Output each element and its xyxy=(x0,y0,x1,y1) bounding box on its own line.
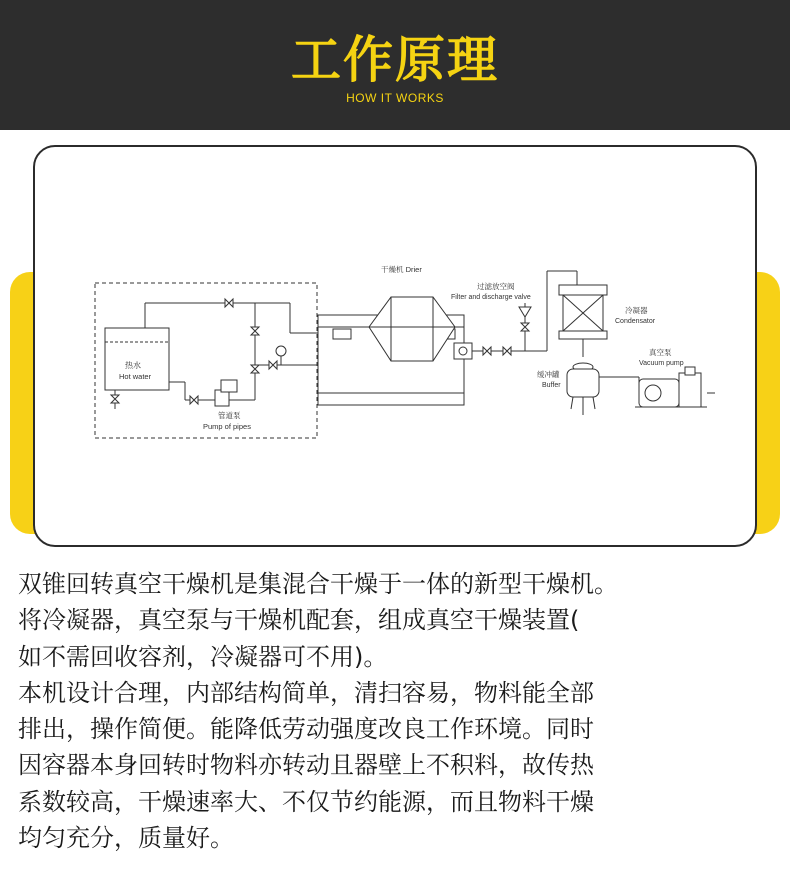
pump-label-en: Pump of pipes xyxy=(203,422,251,431)
condenser-label-en: Condensator xyxy=(615,318,656,325)
description-line: 双锥回转真空干燥机是集混合干燥于一体的新型干燥机。 xyxy=(18,570,618,598)
description-line: 因容器本身回转时物料亦转动且器壁上不积料，故传热 xyxy=(18,751,594,780)
check-valve-icon xyxy=(483,347,491,355)
description-line: 系数较高，干燥速率大、不仅节约能源，而且物料干燥 xyxy=(18,787,594,816)
description-text xyxy=(18,566,788,856)
filter-valve-icon xyxy=(519,307,531,317)
double-cone-drier xyxy=(318,297,472,405)
vacuum-label-cn: 真空泵 xyxy=(649,348,672,357)
drain-valve-icon xyxy=(111,395,119,403)
pipe-pump xyxy=(215,380,237,406)
pressure-gauge-icon xyxy=(276,346,286,356)
pump-valve-icon xyxy=(190,396,198,404)
pump-label-cn: 管道泵 xyxy=(218,411,241,420)
vacuum-pump xyxy=(635,367,715,407)
description-line: 本机设计合理，内部结构简单，清扫容易，物料能全部 xyxy=(18,678,594,707)
vacuum-label-en: Vacuum pump xyxy=(639,360,684,367)
condenser xyxy=(559,285,607,357)
description-line: 将冷凝器，真空泵与干燥机配套，组成真空干燥装置( xyxy=(18,606,580,635)
buffer-label-en: Buffer xyxy=(542,382,561,389)
process-diagram xyxy=(35,147,755,545)
condenser-label-cn: 冷凝器 xyxy=(625,306,648,315)
drier-label: 干燥机 Drier xyxy=(381,265,422,274)
header-banner xyxy=(0,0,790,130)
description-line: 均匀充分，质量好。 xyxy=(18,824,234,853)
page-title: 工作原理 xyxy=(291,31,499,89)
hot-water-label-en: Hot water xyxy=(119,372,152,381)
filter-label-cn: 过滤放空阀 xyxy=(477,282,515,291)
bypass-valve-icon xyxy=(251,327,259,335)
top-valve-icon xyxy=(225,299,233,307)
hot-water-label-cn: 热水 xyxy=(125,361,141,370)
hot-water-tank xyxy=(105,328,169,390)
filter-label-en: Filter and discharge valve xyxy=(451,294,531,301)
buffer-label-cn: 缓冲罐 xyxy=(537,370,560,379)
description-line: 排出，操作简便。能降低劳动强度改良工作环境。同时 xyxy=(18,715,594,744)
buffer-tank xyxy=(567,363,599,415)
page-subtitle: HOW IT WORKS xyxy=(346,91,444,105)
description-line: 如不需回收容剂，冷凝器可不用)。 xyxy=(18,642,388,671)
diagram-card xyxy=(33,145,757,547)
